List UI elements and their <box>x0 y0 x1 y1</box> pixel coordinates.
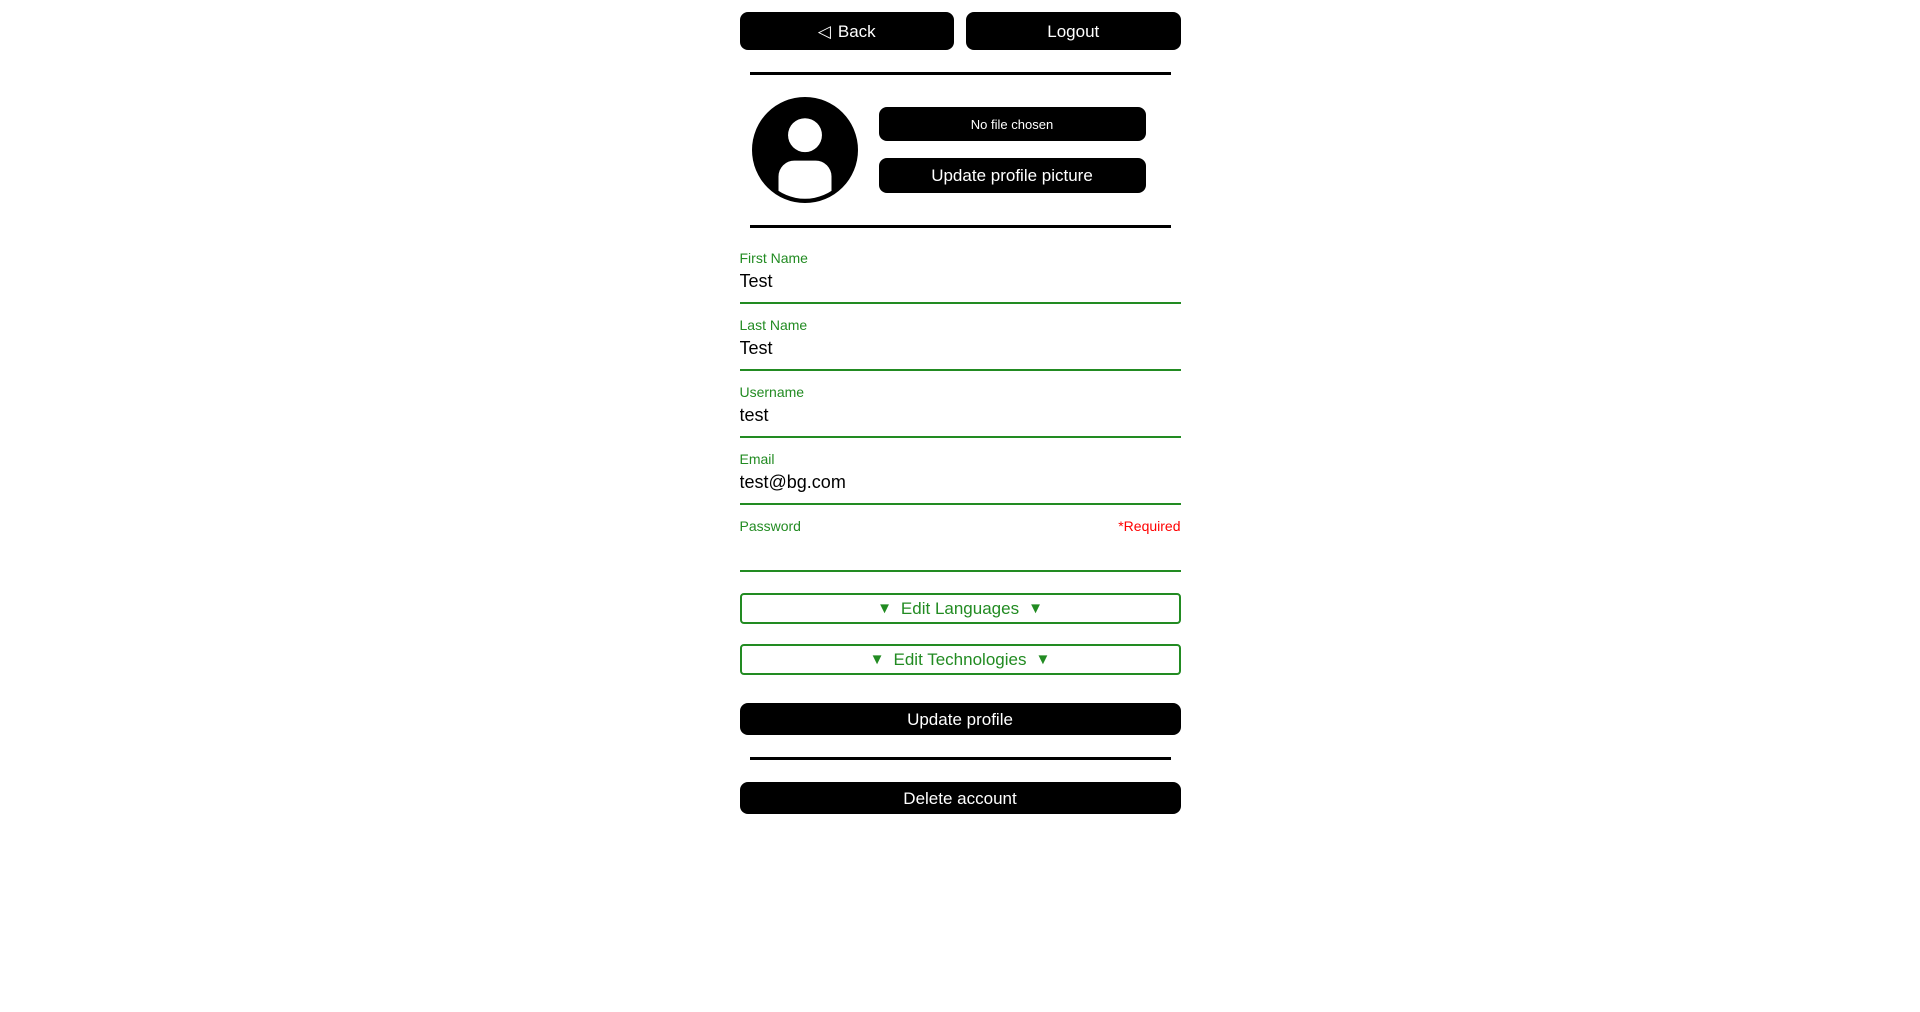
avatar-button-column <box>879 107 1146 193</box>
first-name-input[interactable] <box>740 266 1181 304</box>
last-name-input[interactable] <box>740 333 1181 371</box>
chevron-down-icon: ▼ <box>1035 651 1051 668</box>
email-field <box>740 451 1181 505</box>
chevron-down-icon: ▼ <box>877 600 892 617</box>
edit-languages-button[interactable] <box>740 593 1181 624</box>
update-profile-button[interactable]: Update profile <box>740 703 1181 735</box>
profile-picture-section <box>740 97 1181 203</box>
username-label: Username <box>739 384 805 400</box>
profile-form <box>740 250 1181 735</box>
password-field <box>740 518 1181 572</box>
back-button-label: Back <box>837 21 876 41</box>
password-input[interactable] <box>740 534 1181 572</box>
avatar <box>752 97 858 203</box>
back-button[interactable] <box>740 12 955 50</box>
divider <box>750 72 1171 75</box>
email-input[interactable] <box>740 467 1181 505</box>
edit-technologies-button[interactable] <box>740 644 1181 675</box>
profile-page <box>740 0 1181 814</box>
edit-languages-label: Edit Languages <box>900 598 1020 618</box>
first-name-label: First Name <box>739 250 808 266</box>
last-name-label: Last Name <box>739 317 808 333</box>
email-label: Email <box>739 451 775 467</box>
edit-technologies-label: Edit Technologies <box>893 649 1027 669</box>
update-profile-picture-button[interactable]: Update profile picture <box>879 158 1146 193</box>
divider <box>750 225 1171 228</box>
username-input[interactable] <box>740 400 1181 438</box>
chevron-down-icon: ▼ <box>1028 600 1043 617</box>
triangle-left-icon: ◁ <box>817 21 831 41</box>
password-label: Password <box>739 518 801 534</box>
delete-account-button[interactable]: Delete account <box>740 782 1181 814</box>
last-name-field <box>740 317 1181 371</box>
chevron-down-icon: ▼ <box>869 651 885 668</box>
top-button-row <box>740 12 1181 50</box>
username-field <box>740 384 1181 438</box>
person-circle-icon <box>752 97 858 203</box>
first-name-field <box>740 250 1181 304</box>
logout-button[interactable]: Logout <box>966 12 1181 50</box>
file-input-button[interactable]: No file chosen <box>879 107 1146 141</box>
required-badge: *Required <box>1118 518 1181 534</box>
divider <box>750 757 1171 760</box>
